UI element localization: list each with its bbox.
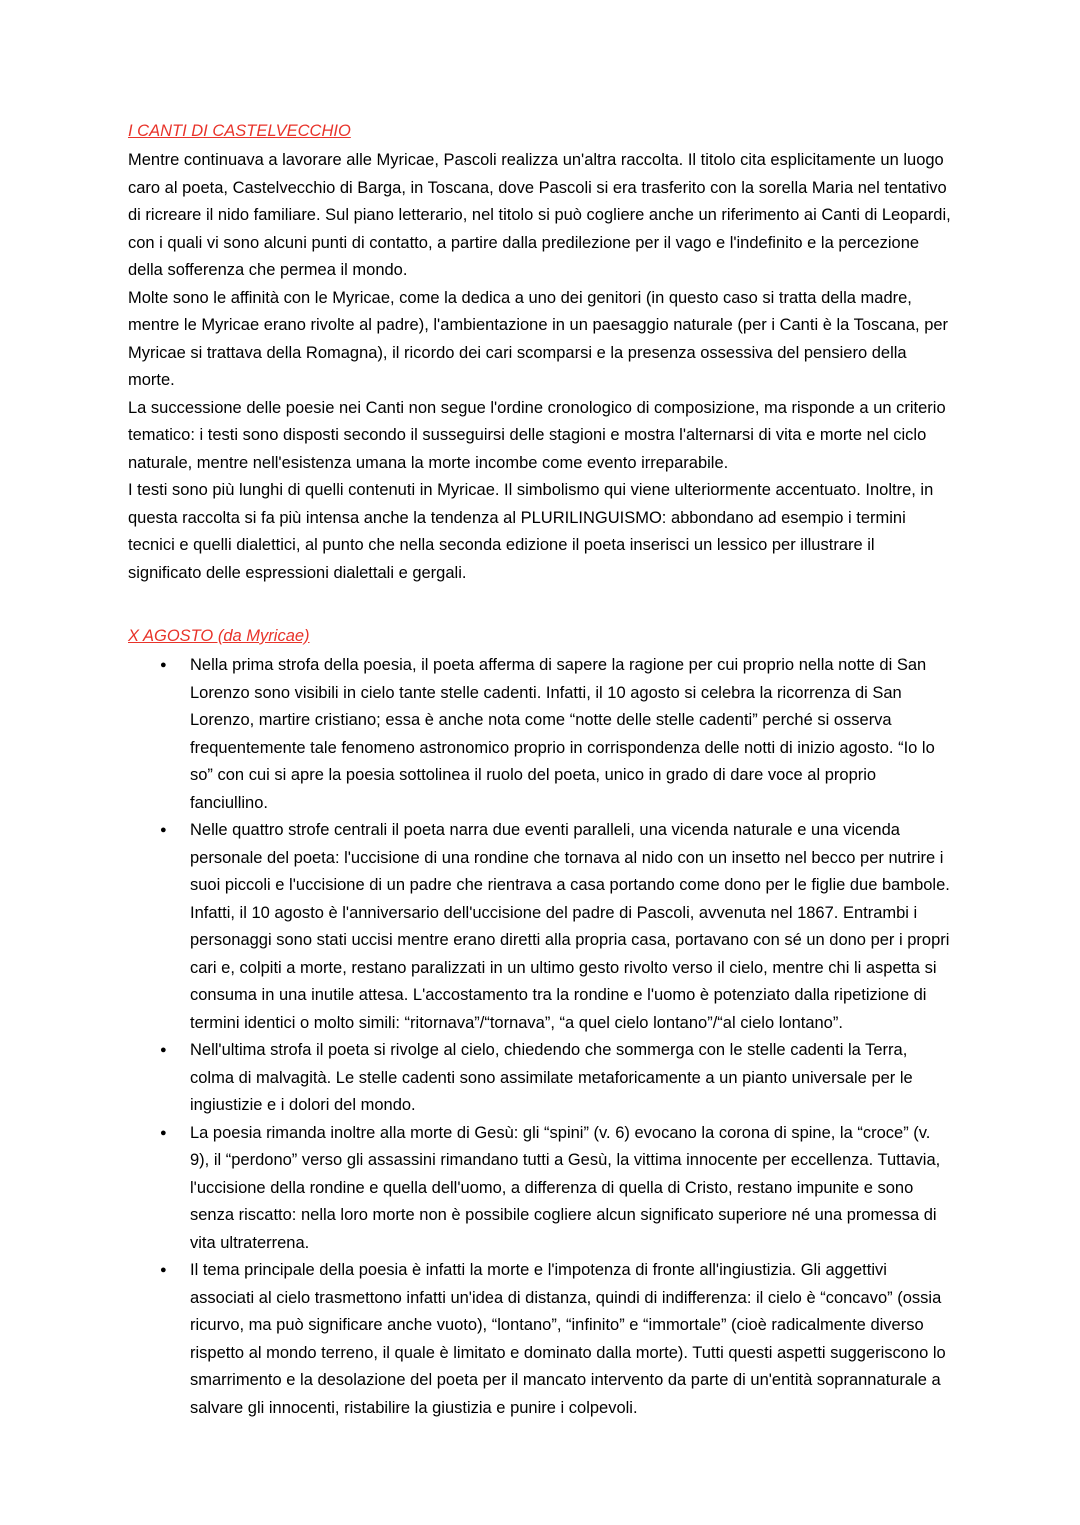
paragraph: Molte sono le affinità con le Myricae, come la dedica a uno dei genitori (in questo caso si tratta della madre, mentre le Myricae erano rivolte al padre), l'ambientazione in un paesaggio naturale (per i Canti è la Toscana, per Myricae si trattava della Romagna), il ricordo dei cari scomparsi e la presenza ossessiva del pensiero della morte. (128, 288, 949, 389)
paragraph: I testi sono più lunghi di quelli contenuti in Myricae. Il simbolismo qui viene ulteriormente accentuato. Inoltre, in questa raccolta si fa più intensa anche la tendenza al PLURILINGUISMO: abbondano ad esempio i termini tecnici e quelli dialettici, al punto che nella seconda edizione il poeta inserisci un lessico per illustrare il significato delle espressioni dialettali e gergali. (128, 481, 934, 582)
section-heading-x-agosto: X AGOSTO (da Myricae) (128, 627, 310, 645)
paragraph: La successione delle poesie nei Canti non segue l'ordine cronologico di composizione, ma risponde a un criterio tematico: i testi sono disposti secondo il susseguirsi delle stagioni e mostra l'alternarsi di vita e morte nel ciclo naturale, mentre nell'esistenza umana la morte incombe come evento irreparabile. (128, 398, 946, 472)
list-item: ● Il tema principale della poesia è infatti la morte e l'impotenza di fronte all'ingiustizia. Gli aggettivi associati al cielo trasmettono infatti un'idea di distanza, quindi di indifferenza: il cielo è “concavo” (ossia ricurvo, ma può significare anche vuoto), “lontano”, “infinito” e “immortale” (cioè radicalmente diverso rispetto al mondo terreno, il quale è limitato e dominato dalla morte). Tutti questi aspetti suggeriscono lo smarrimento e la desolazione del poeta per il mancato intervento da parte di un'entità soprannaturale a salvare gli innocenti, ristabilire la giustizia e punire i colpevoli. (190, 1257, 952, 1422)
section-heading-canti: I CANTI DI CASTELVECCHIO (128, 122, 351, 140)
section-x-agosto (128, 623, 952, 1422)
section-body-canti (128, 147, 952, 587)
bullet-list-x-agosto (128, 652, 952, 1422)
paragraph: Mentre continuava a lavorare alle Myricae, Pascoli realizza un'altra raccolta. Il titolo cita esplicitamente un luogo caro al poeta, Castelvecchio di Barga, in Toscana, dove Pascoli si era trasferito con la sorella Maria nel tentativo di ricreare il nido familiare. Sul piano letterario, nel titolo si può cogliere anche un riferimento ai Canti di Leopardi, con i quali vi sono alcuni punti di contatto, a partire dalla predilezione per il vago e l'indefinito e la percezione della sofferenza che permea il mondo. (128, 151, 951, 279)
list-item: ● Nelle quattro strofe centrali il poeta narra due eventi paralleli, una vicenda naturale e una vicenda personale del poeta: l'uccisione di una rondine che tornava al nido con un insetto nel becco per nutrire i suoi piccoli e l'uccisione di un padre che rientrava a casa portando come dono per le figlie due bambole. Infatti, il 10 agosto è l'anniversario dell'uccisione del padre di Pascoli, avvenuta nel 1867. Entrambi i personaggi sono stati uccisi mentre erano diretti alla propria casa, portavano con sé un dono per i propri cari e, colpiti a morte, restano paralizzati in un ultimo gesto rivolto verso il cielo, mentre chi li aspetta si consuma in una inutile attesa. L'accostamento tra la rondine e l'uomo è potenziato dalla ripetizione di termini identici o molto simili: “ritornava”/“tornava”, “a quel cielo lontano”/“al cielo lontano”. (190, 817, 952, 1037)
section-canti-di-castelvecchio (128, 118, 952, 587)
list-item: ● Nell'ultima strofa il poeta si rivolge al cielo, chiedendo che sommerga con le stelle cadenti la Terra, colma di malvagità. Le stelle cadenti sono assimilate metaforicamente a un pianto universale per le ingiustizie e i dolori del mondo. (190, 1037, 952, 1120)
list-item: ● Nella prima strofa della poesia, il poeta afferma di sapere la ragione per cui proprio nella notte di San Lorenzo sono visibili in cielo tante stelle cadenti. Infatti, il 10 agosto si celebra la ricorrenza di San Lorenzo, martire cristiano; essa è anche nota come “notte delle stelle cadenti” perché si osserva frequentemente tale fenomeno astronomico proprio in corrispondenza delle notti di inizio agosto. “Io lo so” con cui si apre la poesia sottolinea il ruolo del poeta, unico in grado di dare voce al proprio fanciullino. (190, 652, 952, 817)
list-item: ● La poesia rimanda inoltre alla morte di Gesù: gli “spini” (v. 6) evocano la corona di spine, la “croce” (v. 9), il “perdono” verso gli assassini rimandano tutti a Gesù, la vittima innocente per eccellenza. Tuttavia, l'uccisione della rondine e quella dell'uomo, a differenza di quella di Cristo, restano impunite e sono senza riscatto: nella loro morte non è possibile cogliere alcun significato superiore né una promessa di vita ultraterrena. (190, 1120, 952, 1258)
